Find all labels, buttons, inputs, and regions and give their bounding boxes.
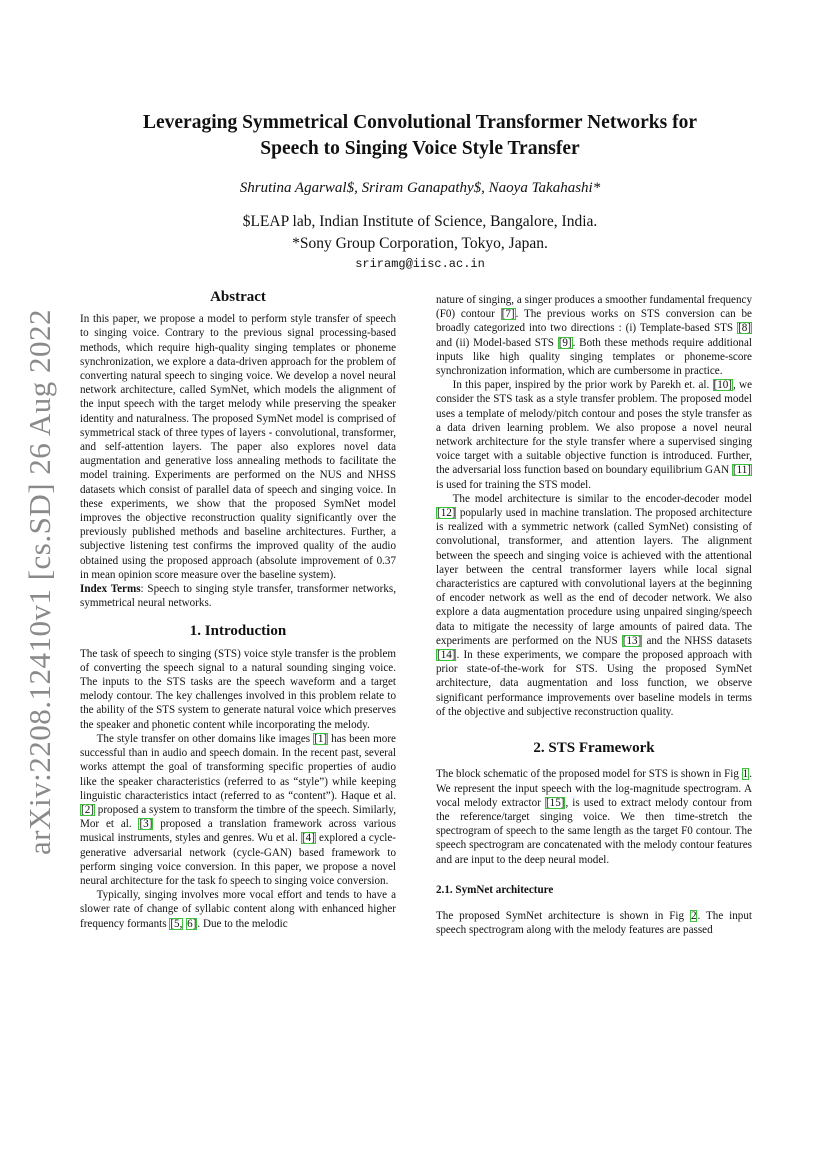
citation-link[interactable]: [11] xyxy=(732,464,751,477)
text-span: In this paper, inspired by the prior work by Parekh et. al. xyxy=(452,379,713,392)
right-column xyxy=(436,293,752,937)
text-span: Typically, singing involves more vocal effort and tends to have a slower rate of change of syllabic content along with enhanced higher frequency formants xyxy=(80,889,396,930)
citation-link[interactable]: [8] xyxy=(738,322,751,335)
citation-link[interactable]: [15] xyxy=(545,796,565,809)
left-column xyxy=(80,290,396,931)
citation-link[interactable]: [2] xyxy=(81,803,94,816)
text-span: The style transfer on other domains like images xyxy=(96,732,314,745)
email: sriramg@iisc.ac.in xyxy=(355,257,485,271)
arxiv-stamp: arXiv:2208.12410v1 [cs.SD] 26 Aug 2022 xyxy=(22,309,57,855)
paper-header xyxy=(90,110,750,271)
citation-link[interactable]: [4] xyxy=(301,832,315,845)
text-span: has been more successful than in audio and speech domain. In the recent past, several works attempt the goal of transforming specific properties of audio like the speaker characteristics (referred to as “style”) while keeping linguistic characteristics intact (referred to as “content”). Haque et al. xyxy=(80,732,396,802)
intro-paragraph-2 xyxy=(80,732,396,888)
text-span: The block schematic of the proposed model for STS is shown in Fig xyxy=(436,768,742,781)
text-span: nature of singing, a singer produces a smoother fundamental frequency (F0) contour xyxy=(436,294,752,321)
affiliations xyxy=(90,211,750,255)
abstract-heading: Abstract xyxy=(210,289,266,305)
text-span: . Due to the melodic xyxy=(197,917,288,930)
citation-link[interactable]: [13] xyxy=(622,634,642,647)
sts-heading: 2. STS Framework xyxy=(533,740,655,757)
text-span: . Both these methods require additional inputs like high quality singing templates or phoneme-score synchronization information, which are cumbersome in practice. xyxy=(436,336,752,378)
text-span: popularly used in machine translation. The proposed architecture is realized with a symmetric network (called SymNet) consisting of convolutional, transformer, and attention layers. The alignment between the speech and singing voice is achieved with the attentional layer between the central transformer layers while local signal characteristics are captured with convolutional layers at the beginning of encoder network as well as the end of decoder network. We also explore a data augmentation procedure using unpaired singing/speech data to mitigate the necessity of large amounts of paired data. The experiments are performed on the NUS xyxy=(436,507,752,647)
text-span: The proposed SymNet architecture is shown in Fig xyxy=(436,909,690,922)
title-line-2: Speech to Singing Voice Style Transfer xyxy=(260,138,580,159)
text-span: explored a cycle-generative adversarial network (cycle-GAN) based framework to perform singing voice conversion. In this paper, we propose a novel neural architecture for the task fo speech to singing voice conversion. xyxy=(80,832,396,887)
citation-link[interactable]: [12] xyxy=(437,507,456,520)
citation-link[interactable]: [1] xyxy=(314,732,328,745)
intro-paragraph-5 xyxy=(436,378,752,492)
intro-paragraph-6 xyxy=(436,492,752,719)
intro-paragraph-1: The task of speech to singing (STS) voice style transfer is the problem of converting the speech signal to a natural sounding singing voice. The inputs to the STS tasks are the speech waveform and a target melody contour. The key challenges involved in this problem relate to the ability of the STS system to generate natural voice which preserves the speaker and phonetic content while incorporating the melody. xyxy=(80,647,396,731)
text-span: . We represent the input speech with the log-magnitude spectrogram. A vocal melody extractor xyxy=(436,768,752,809)
citation-link[interactable]: [10] xyxy=(713,379,732,392)
figure-link[interactable]: 1 xyxy=(742,768,749,781)
sts-paragraph-2 xyxy=(436,909,752,937)
text-span: and (ii) Model-based STS xyxy=(436,336,558,349)
abstract-text: In this paper, we propose a model to perform style transfer of speech to singing voice. Contrary to the previous signal processing-based methods, which require high-quality singing templates or phoneme synchronization, we explore a data-driven approach for the problem of converting natural speech to singing voice. We develop a novel neural network architecture, called SymNet, which models the alignment of the input speech with the target melody while preserving the speaker identity and naturalness. The proposed SymNet model is comprised of symmetrical stack of three types of layers - convolutional, transformer, and self-attention layers. The paper also explores novel data augmentation and generative loss annealing methods to facilitate the model training. Experiments are performed on the NUS and NHSS datasets which consist of parallel data of speech and singing voice. In these experiments, we show that the proposed SymNet model improves the objective reconstruction quality significantly over the previously published methods and baseline architectures. Further, a subjective listening test confirms the improved quality of the audio obtained using the proposed approach (absolute improvement of 0.37 in mean opinion score measure over the baseline system). xyxy=(80,313,396,581)
affiliation-2: *Sony Group Corporation, Tokyo, Japan. xyxy=(292,235,548,252)
citation-link[interactable]: 6] xyxy=(187,917,197,930)
intro-heading: 1. Introduction xyxy=(189,623,287,640)
text-span: . The previous works on STS conversion can be broadly categorized into two directions : (i) Template-based STS xyxy=(436,308,752,335)
citation-link[interactable]: [3] xyxy=(139,818,153,831)
index-terms-label: Index Terms xyxy=(80,583,141,596)
citation-link[interactable]: [14] xyxy=(437,649,456,662)
index-terms-text: : Speech to singing style transfer, transformer networks, symmetrical neural networks. xyxy=(80,583,396,610)
text-span: and the NHSS datasets xyxy=(642,634,752,647)
text-span: is used for training the STS model. xyxy=(436,478,591,491)
text-span: , we consider the STS task as a style transfer problem. The proposed model uses a template of melody/pitch contour and poses the style transfer as a data driven learning problem. We also propose a novel neural network architecture for the style transfer where a supervised singing voice target with a suitable objective function is introduced. Further, the adversarial loss function based on boundary equilibrium GAN xyxy=(436,379,752,477)
text-span: proposed a translation framework across various musical instruments, styles and genres. Wu et al. xyxy=(80,818,396,845)
sts-paragraph-1 xyxy=(436,767,752,866)
intro-paragraph-3 xyxy=(80,888,396,931)
paper-title xyxy=(90,110,750,162)
text-span: . In these experiments, we compare the proposed approach with prior state-of-the-work for STS. Using the proposed SymNet architecture, data augmentation and loss function, we observe significant performance improvements over baseline models in terms of the objective and subjective reconstruction quality. xyxy=(436,649,752,718)
citation-link[interactable]: [5, xyxy=(170,917,183,930)
text-span: The model architecture is similar to the encoder-decoder model xyxy=(452,492,752,505)
citation-link[interactable]: [9] xyxy=(558,336,572,349)
figure-link[interactable]: 2 xyxy=(690,909,697,922)
text-span: proposed a system to transform the timbre of the speech. Similarly, Mor et al. xyxy=(80,803,396,831)
authors: Shrutina Agarwal$, Sriram Ganapathy$, Naoya Takahashi* xyxy=(239,180,601,196)
title-line-1: Leveraging Symmetrical Convolutional Transformer Networks for xyxy=(142,112,698,133)
text-span: , is used to extract melody contour from the reference/target singing voice. We then time-stretch the spectrogram of speech to the same length as the target F0 contour. The speech spectrogram are concatenated with the melody contour features and are input to the deep neural model. xyxy=(436,796,752,866)
intro-paragraph-4 xyxy=(436,293,752,378)
symnet-subheading: 2.1. SymNet architecture xyxy=(436,883,554,896)
index-terms xyxy=(80,582,396,610)
affiliation-1: $LEAP lab, Indian Institute of Science, Bangalore, India. xyxy=(242,213,598,230)
text-span: . The input speech spectrogram along with the melody features are passed xyxy=(436,909,752,937)
citation-link[interactable]: [7] xyxy=(501,308,515,321)
